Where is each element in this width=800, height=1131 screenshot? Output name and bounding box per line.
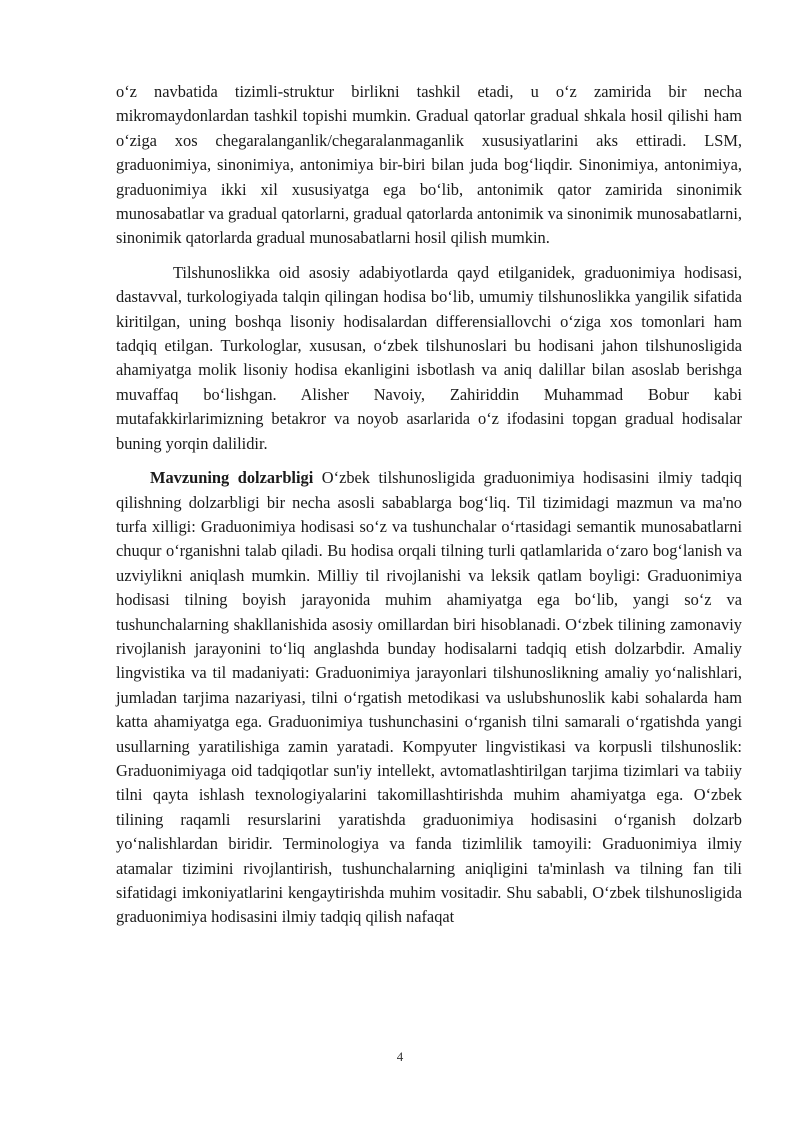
paragraph-literature-review: Tilshunoslikka oid asosiy adabiyotlarda qayd etilganidek, graduonimiya hodisasi, dastavval, turkologiyada talqin qilingan hodisa bo‘lib, umumiy tilshunoslikka yangilik sifatida kiritilgan, uning boshqa lisoniy hodisalardan differensiallovchi o‘ziga xos tomonlari ham tadqiq etilgan. Turkologlar, xususan, o‘zbek tilshunoslari bu hodisani jahon tilshunosligida ahamiyatga molik lisoniy hodisa ekanligini isbotlash va aniq dalillar bilan asoslab berishga muvaffaq bo‘lishgan. Alisher Navoiy, Zahiriddin Muhammad Bobur kabi mutafakkirlarimizning betakror va noyob asarlarida o‘z ifodasini topgan gradual hodisalar buning yorqin dalilidir. [116,262,742,453]
page-body [116,80,742,940]
paragraph-relevance [116,466,742,930]
paragraph-relevance-body: O‘zbek tilshunosligida graduonimiya hodisasini ilmiy tadqiq qilishning dolzarbligi bir necha asosli sabablarga bog‘liq. Til tizimidagi mazmun va ma'no turfa xilligi: Graduonimiya hodisasi so‘z va tushunchalar o‘rtasidagi semantik munosabatlarni chuqur o‘rganishni talab qiladi. Bu hodisa orqali tilning turli qatlamlarida o‘zaro bog‘lanish va uzviylikni aniqlash mumkin. Milliy til rivojlanishi va leksik qatlam boyligi: Graduonimiya hodisasi tilning boyish jarayonida muhim ahamiyatga ega bo‘lib, yangi so‘z va tushunchalarning shakllanishida asosiy omillardan biri hisoblanadi. O‘zbek tilining zamonaviy rivojlanish jarayonini to‘liq anglashda bunday hodisalarni tadqiq etish dolzarbdir. Amaliy lingvistika va til madaniyati: Graduonimiya jarayonlari tilshunoslikning amaliy yo‘nalishlari, jumladan tarjima nazariyasi, tilni o‘rgatish metodikasi va uslubshunoslik kabi sohalarda ham katta ahamiyatga ega. Graduonimiya tushunchasini o‘rganish tilni samarali o‘rgatishda yangi usullarning yaratilishiga zamin yaratadi. Kompyuter lingvistikasi va korpusli tilshunoslik: Graduonimiyaga oid tadqiqotlar sun'iy intellekt, avtomatlashtirilgan tarjima tizimlari va tabiiy tilni qayta ishlash texnologiyalarini takomillashtirishda muhim ahamiyatga ega. O‘zbek tilining raqamli resurslarini yaratishda graduonimiya hodisasini o‘rganish dolzarb yo‘nalishlardan biridir. Terminologiya va fanda tizimlilik tamoyili: Graduonimiya ilmiy atamalar tizimini rivojlantirish, tushunchalarning aniqligini ta'minlash va tilning fan tili sifatidagi imkoniyatlarini kengaytirishda muhim vositadir. Shu sababli, O‘zbek tilshunosligida graduonimiya hodisasini ilmiy tadqiq qilish nafaqat [116,468,742,927]
section-lead-heading: Mavzuning dolzarbligi [150,468,314,488]
paragraph-continuation: o‘z navbatida tizimli-struktur birlikni tashkil etadi, u o‘z zamirida bir necha mikromaydonlardan tashkil topishi mumkin. Gradual qatorlar gradual shkala hosil qilishi ham o‘ziga xos chegaralanganlik/chegaralanmaganlik xususiyatlarini aks ettiradi. LSM, graduonimiya, sinonimiya, antonimiya bir-biri bilan juda bog‘liqdir. Sinonimiya, antonimiya, graduonimiya ikki xil xususiyatga ega bo‘lib, antonimik qator zamirida sinonimik munosabatlar va gradual qatorlarni, gradual qatorlarda antonimik va sinonimik munosabatlarni, sinonimik qatorlarda gradual munosabatlarni hosil qilish mumkin. [116,82,742,248]
page-number: 4 [396,1049,404,1064]
